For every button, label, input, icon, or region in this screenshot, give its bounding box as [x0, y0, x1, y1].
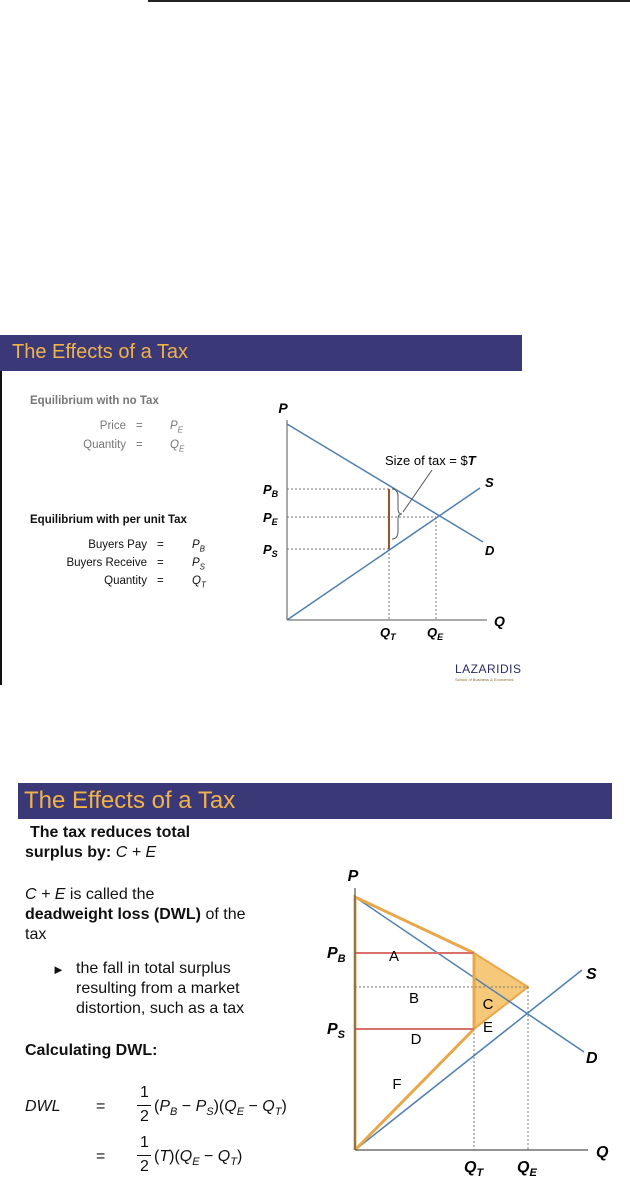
tax-size-label: Size of tax = $T: [385, 453, 476, 468]
row-label: Quantity: [83, 439, 126, 451]
pb-label: $P_B$: [327, 945, 346, 965]
formula-eq-2: =: [96, 1148, 106, 1165]
region-b-label: B: [408, 990, 420, 1007]
frac-2-num: 1: [140, 1134, 149, 1151]
dwl-line-1: C + E is called the: [25, 886, 155, 903]
frac-1-den: 2: [140, 1108, 149, 1125]
surplus-line-1: The tax reduces total: [30, 824, 191, 841]
calc-heading: Calculating DWL:: [25, 1042, 158, 1059]
supply-label: S: [586, 966, 597, 983]
lazaridis-logo-subtitle: School of Business & Economics: [455, 677, 514, 682]
bullet-line-3: distortion, such as a tax: [76, 1000, 245, 1017]
tax-row-buyers-pay-eq: =: [157, 539, 164, 551]
dwl-triangle: [474, 953, 528, 1029]
slide-2-title: The Effects of a Tax: [24, 787, 236, 814]
surplus-line-2: surplus by: C + E: [25, 844, 157, 861]
pe-label: $P_E$: [263, 510, 278, 527]
y-axis-label: P: [347, 868, 359, 885]
no-tax-heading: Equilibrium with no Tax: [30, 395, 159, 407]
demand-label: D: [485, 543, 495, 558]
qt-label: $Q_T$: [380, 625, 396, 642]
no-tax-row-quantity-val: $Q_E$: [170, 439, 185, 454]
tax-row-quantity-val: $Q_T$: [192, 575, 206, 590]
bullet-marker: ►: [52, 962, 65, 977]
tax-row-quantity-eq: =: [157, 575, 164, 587]
supply-label: S: [485, 475, 494, 490]
y-axis-label: P: [278, 400, 288, 416]
no-tax-row-price-eq: =: [136, 420, 143, 432]
tax-row-buyers-receive-val: $P_S$: [192, 557, 206, 572]
supply-curve: [355, 970, 582, 1150]
x-axis-label: Q: [494, 613, 505, 629]
ps-label: $P_S$: [327, 1021, 346, 1041]
ps-label: $P_S$: [263, 542, 278, 559]
region-a-label: A: [388, 948, 400, 965]
tax-row-buyers-pay-val: $P_B$: [192, 539, 206, 554]
no-tax-row-quantity-eq: =: [136, 439, 143, 451]
pb-label: $P_B$: [263, 482, 279, 499]
demand-label: D: [586, 1050, 598, 1067]
surplus-outline: [355, 897, 474, 1150]
tax-heading: Equilibrium with per unit Tax: [30, 514, 187, 526]
formula-lhs: DWL: [25, 1098, 61, 1115]
qe-label: $Q_E$: [517, 1159, 537, 1179]
dwl-line-2: deadweight loss (DWL) of the: [25, 906, 246, 923]
region-c-label: C: [482, 996, 494, 1013]
row-label: Price: [99, 420, 126, 432]
bullet-line-1: the fall in total surplus: [76, 960, 231, 977]
no-tax-row-price-val: $P_E$: [170, 420, 184, 435]
x-axis-label: Q: [596, 1144, 609, 1161]
slide-1-title: The Effects of a Tax: [12, 341, 189, 363]
tax-row-buyers-receive-eq: =: [157, 557, 164, 569]
bullet-line-2: resulting from a market: [76, 980, 240, 997]
formula-eq-1: =: [96, 1098, 106, 1115]
formula-rhs-1: $(P_B - P_S)(Q_E - Q_T)$: [154, 1098, 287, 1119]
frac-2-den: 2: [140, 1158, 149, 1175]
region-e-label: E: [482, 1019, 494, 1036]
region-d-label: D: [410, 1031, 422, 1048]
frac-1-num: 1: [140, 1084, 149, 1101]
dwl-line-3: tax: [25, 926, 47, 943]
qt-label: $Q_T$: [464, 1159, 484, 1179]
formula-rhs-2: $(T)(Q_E - Q_T)$: [154, 1148, 243, 1169]
qe-label: $Q_E$: [427, 625, 444, 642]
region-f-label: F: [392, 1076, 402, 1093]
lazaridis-logo: LAZARIDIS: [455, 662, 522, 676]
